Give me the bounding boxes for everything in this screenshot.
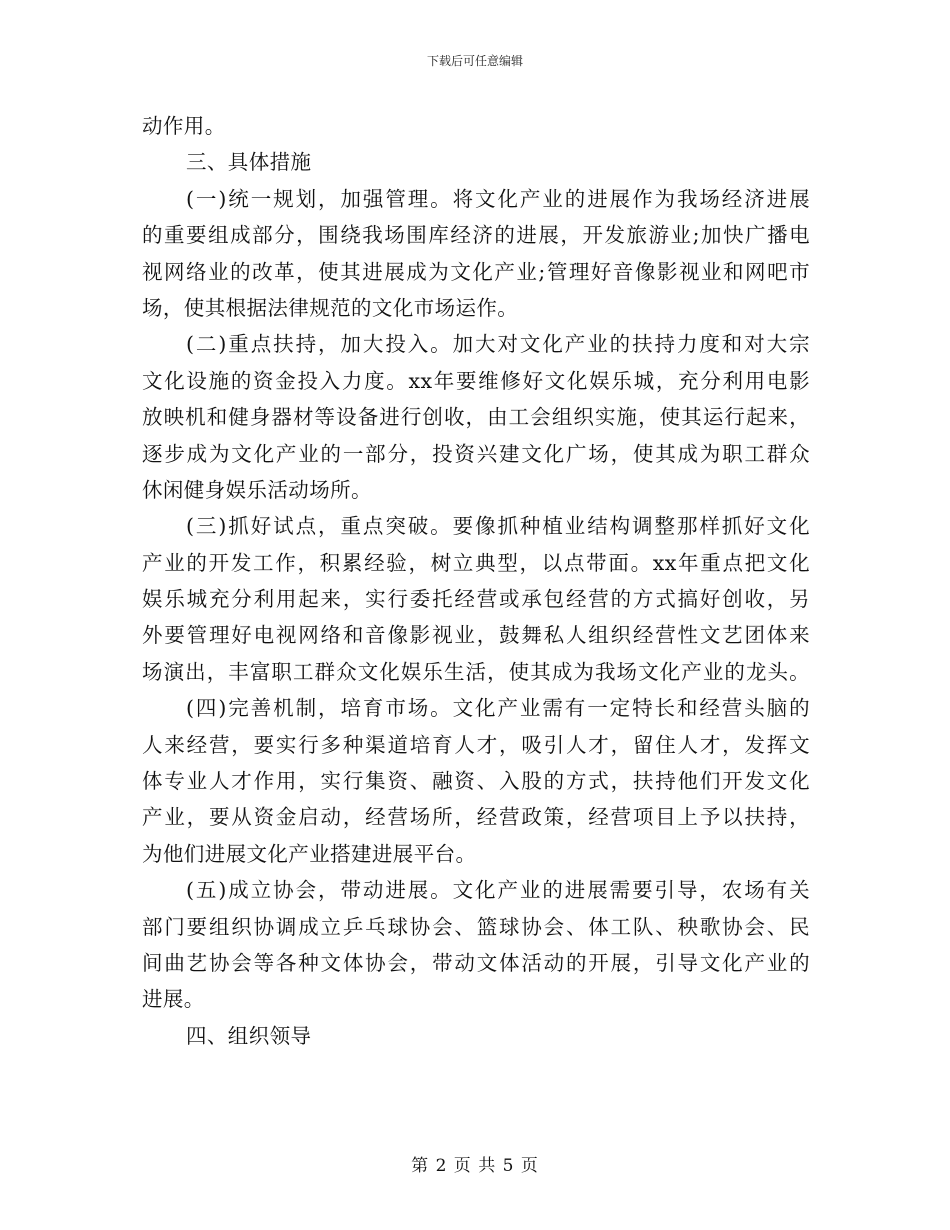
text-line: (二)重点扶持，加大投入。加大对文化产业的扶持力度和对大宗 (186, 332, 810, 357)
text-line: 逐步成为文化产业的一部分，投资兴建文化广场，使其成为职工群众 (142, 441, 810, 466)
text-line: 文化设施的资金投入力度。xx年要维修好文化娱乐城，充分利用电影 (142, 368, 810, 393)
text-line: (三)抓好试点，重点突破。要像抓种植业结构调整那样抓好文化 (186, 514, 810, 539)
text-line: 放映机和健身器材等设备进行创收，由工会组织实施，使其运行起来， (142, 405, 810, 430)
text-line: 外要管理好电视网络和音像影视业，鼓舞私人组织经营性文艺团体来 (142, 623, 810, 648)
text-line: (五)成立协会，带动进展。文化产业的进展需要引导，农场有关 (186, 878, 810, 903)
text-line: 间曲艺协会等各种文体协会，带动文体活动的开展，引导文化产业的 (142, 950, 810, 975)
text-line: 场，使其根据法律规范的文化市场运作。 (142, 295, 519, 320)
text-line: 部门要组织协调成立乒乓球协会、篮球协会、体工队、秧歌协会、民 (142, 914, 810, 939)
text-line: 为他们进展文化产业搭建进展平台。 (142, 841, 477, 866)
text-line: 休闲健身娱乐活动场所。 (142, 477, 372, 502)
page-header: 下载后可任意编辑 (426, 54, 523, 68)
text-line: (一)统一规划，加强管理。将文化产业的进展作为我场经济进展 (186, 186, 810, 211)
text-line: 场演出，丰富职工群众文化娱乐生活，使其成为我场文化产业的龙头。 (142, 659, 810, 684)
page-number: 第 2 页 共 5 页 (411, 1156, 539, 1176)
text-line: 进展。 (142, 987, 205, 1012)
text-line: 产业的开发工作，积累经验，树立典型，以点带面。xx年重点把文化 (142, 550, 810, 575)
text-line: 三、具体措施 (186, 150, 312, 175)
document-body (142, 108, 810, 1054)
text-line: 体专业人才作用，实行集资、融资、入股的方式，扶持他们开发文化 (142, 769, 810, 794)
text-line: 视网络业的改革，使其进展成为文化产业;管理好音像影视业和网吧市 (142, 259, 810, 284)
text-line: 动作用。 (142, 114, 226, 138)
text-line: 人来经营，要实行多种渠道培育人才，吸引人才，留住人才，发挥文 (142, 732, 810, 757)
text-line: 四、组织领导 (186, 1023, 312, 1048)
text-line: 娱乐城充分利用起来，实行委托经营或承包经营的方式搞好创收，另 (142, 587, 810, 612)
text-line: 产业，要从资金启动，经营场所，经营政策，经营项目上予以扶持， (142, 805, 810, 830)
text-line: (四)完善机制，培育市场。文化产业需有一定特长和经营头脑的 (186, 696, 810, 721)
text-line: 的重要组成部分，围绕我场围库经济的进展，开发旅游业;加快广播电 (142, 223, 810, 248)
